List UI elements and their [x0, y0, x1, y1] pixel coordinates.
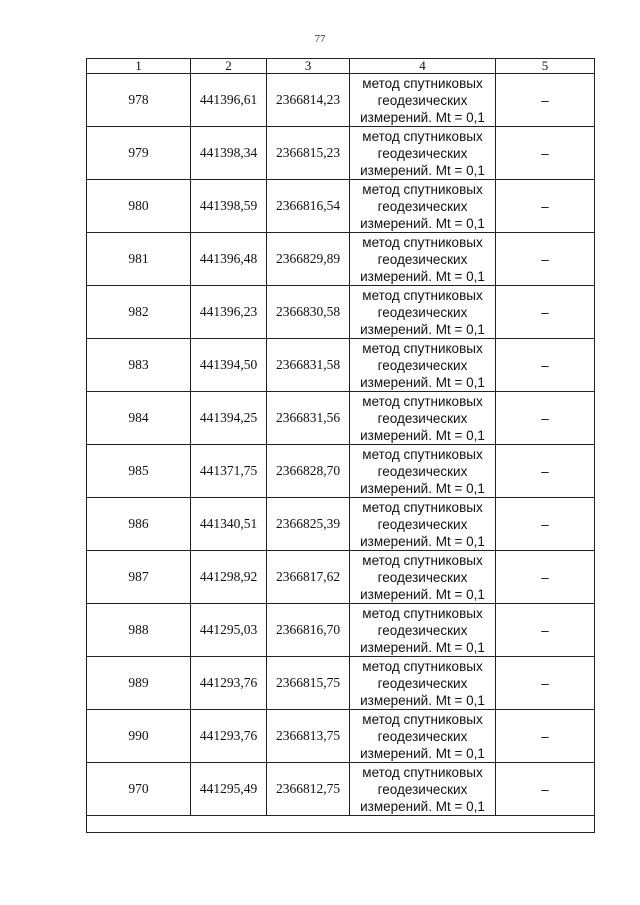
method-cell: [350, 763, 496, 816]
table-row: [87, 233, 595, 286]
method-line: метод спутниковых: [362, 128, 483, 144]
table-row: [87, 763, 595, 816]
coordinates-table: [86, 58, 595, 833]
method-line: геодезических: [377, 304, 468, 320]
description-cell: –: [496, 127, 595, 180]
column-header: 2: [191, 59, 267, 74]
x-coordinate-cell: 441394,50: [191, 339, 267, 392]
method-line: метод спутниковых: [362, 340, 483, 356]
method-line: метод спутниковых: [362, 75, 483, 91]
empty-row: [87, 816, 595, 833]
method-line: геодезических: [377, 410, 468, 426]
x-coordinate-cell: 441398,34: [191, 127, 267, 180]
method-line: геодезических: [377, 463, 468, 479]
description-cell: –: [496, 339, 595, 392]
method-line: метод спутниковых: [362, 234, 483, 250]
method-line: геодезических: [377, 781, 468, 797]
method-line: измерений. Mt = 0,1: [360, 480, 485, 496]
method-line: измерений. Mt = 0,1: [360, 215, 485, 231]
method-cell: [350, 180, 496, 233]
method-line: геодезических: [377, 198, 468, 214]
method-line: метод спутниковых: [362, 764, 483, 780]
table-row: [87, 286, 595, 339]
table-row: [87, 498, 595, 551]
x-coordinate-cell: 441298,92: [191, 551, 267, 604]
method-line: измерений. Mt = 0,1: [360, 745, 485, 761]
point-number-cell: 979: [87, 127, 191, 180]
column-header: 5: [496, 59, 595, 74]
x-coordinate-cell: 441396,23: [191, 286, 267, 339]
method-line: геодезических: [377, 728, 468, 744]
method-line: метод спутниковых: [362, 605, 483, 621]
description-cell: –: [496, 498, 595, 551]
point-number-cell: 989: [87, 657, 191, 710]
point-number-cell: 990: [87, 710, 191, 763]
method-line: метод спутниковых: [362, 552, 483, 568]
y-coordinate-cell: 2366815,75: [267, 657, 350, 710]
method-line: измерений. Mt = 0,1: [360, 692, 485, 708]
method-cell: [350, 551, 496, 604]
table-row: [87, 445, 595, 498]
column-header: 3: [267, 59, 350, 74]
method-line: измерений. Mt = 0,1: [360, 798, 485, 814]
table-row: [87, 604, 595, 657]
method-cell: [350, 710, 496, 763]
description-cell: –: [496, 763, 595, 816]
x-coordinate-cell: 441295,03: [191, 604, 267, 657]
x-coordinate-cell: 441396,61: [191, 74, 267, 127]
method-line: измерений. Mt = 0,1: [360, 586, 485, 602]
point-number-cell: 988: [87, 604, 191, 657]
point-number-cell: 987: [87, 551, 191, 604]
table-row: [87, 710, 595, 763]
method-line: геодезических: [377, 569, 468, 585]
method-cell: [350, 392, 496, 445]
point-number-cell: 982: [87, 286, 191, 339]
table-body: [87, 74, 595, 833]
method-cell: [350, 339, 496, 392]
x-coordinate-cell: 441340,51: [191, 498, 267, 551]
method-line: геодезических: [377, 251, 468, 267]
method-line: измерений. Mt = 0,1: [360, 321, 485, 337]
table-header-row: [87, 59, 595, 74]
method-line: метод спутниковых: [362, 181, 483, 197]
point-number-cell: 978: [87, 74, 191, 127]
method-cell: [350, 445, 496, 498]
method-cell: [350, 604, 496, 657]
method-line: метод спутниковых: [362, 287, 483, 303]
x-coordinate-cell: 441295,49: [191, 763, 267, 816]
method-line: геодезических: [377, 675, 468, 691]
y-coordinate-cell: 2366816,70: [267, 604, 350, 657]
y-coordinate-cell: 2366815,23: [267, 127, 350, 180]
point-number-cell: 981: [87, 233, 191, 286]
table-row: [87, 551, 595, 604]
method-line: метод спутниковых: [362, 499, 483, 515]
x-coordinate-cell: 441293,76: [191, 657, 267, 710]
table-row: [87, 127, 595, 180]
method-line: метод спутниковых: [362, 393, 483, 409]
y-coordinate-cell: 2366829,89: [267, 233, 350, 286]
description-cell: –: [496, 657, 595, 710]
page-number: 77: [314, 33, 326, 45]
method-line: метод спутниковых: [362, 711, 483, 727]
description-cell: –: [496, 74, 595, 127]
method-cell: [350, 657, 496, 710]
x-coordinate-cell: 441293,76: [191, 710, 267, 763]
column-header: 1: [87, 59, 191, 74]
table-row: [87, 657, 595, 710]
table-row: [87, 339, 595, 392]
method-cell: [350, 127, 496, 180]
empty-cell: [87, 816, 595, 833]
method-line: измерений. Mt = 0,1: [360, 109, 485, 125]
description-cell: –: [496, 604, 595, 657]
method-line: измерений. Mt = 0,1: [360, 374, 485, 390]
table-row: [87, 180, 595, 233]
method-line: измерений. Mt = 0,1: [360, 639, 485, 655]
y-coordinate-cell: 2366831,56: [267, 392, 350, 445]
x-coordinate-cell: 441371,75: [191, 445, 267, 498]
y-coordinate-cell: 2366825,39: [267, 498, 350, 551]
point-number-cell: 986: [87, 498, 191, 551]
method-cell: [350, 286, 496, 339]
method-line: геодезических: [377, 516, 468, 532]
table-row: [87, 392, 595, 445]
y-coordinate-cell: 2366831,58: [267, 339, 350, 392]
y-coordinate-cell: 2366812,75: [267, 763, 350, 816]
column-header: 4: [350, 59, 496, 74]
y-coordinate-cell: 2366830,58: [267, 286, 350, 339]
point-number-cell: 984: [87, 392, 191, 445]
method-line: метод спутниковых: [362, 446, 483, 462]
description-cell: –: [496, 445, 595, 498]
method-line: измерений. Mt = 0,1: [360, 162, 485, 178]
point-number-cell: 980: [87, 180, 191, 233]
x-coordinate-cell: 441398,59: [191, 180, 267, 233]
method-line: геодезических: [377, 145, 468, 161]
method-line: геодезических: [377, 92, 468, 108]
y-coordinate-cell: 2366813,75: [267, 710, 350, 763]
description-cell: –: [496, 233, 595, 286]
y-coordinate-cell: 2366817,62: [267, 551, 350, 604]
description-cell: –: [496, 392, 595, 445]
method-line: геодезических: [377, 357, 468, 373]
method-line: измерений. Mt = 0,1: [360, 533, 485, 549]
x-coordinate-cell: 441396,48: [191, 233, 267, 286]
point-number-cell: 985: [87, 445, 191, 498]
method-cell: [350, 233, 496, 286]
y-coordinate-cell: 2366816,54: [267, 180, 350, 233]
method-line: измерений. Mt = 0,1: [360, 268, 485, 284]
description-cell: –: [496, 180, 595, 233]
table-row: [87, 74, 595, 127]
method-line: метод спутниковых: [362, 658, 483, 674]
description-cell: –: [496, 710, 595, 763]
y-coordinate-cell: 2366814,23: [267, 74, 350, 127]
y-coordinate-cell: 2366828,70: [267, 445, 350, 498]
description-cell: –: [496, 286, 595, 339]
method-cell: [350, 74, 496, 127]
method-line: измерений. Mt = 0,1: [360, 427, 485, 443]
x-coordinate-cell: 441394,25: [191, 392, 267, 445]
description-cell: –: [496, 551, 595, 604]
method-cell: [350, 498, 496, 551]
method-line: геодезических: [377, 622, 468, 638]
point-number-cell: 983: [87, 339, 191, 392]
point-number-cell: 970: [87, 763, 191, 816]
